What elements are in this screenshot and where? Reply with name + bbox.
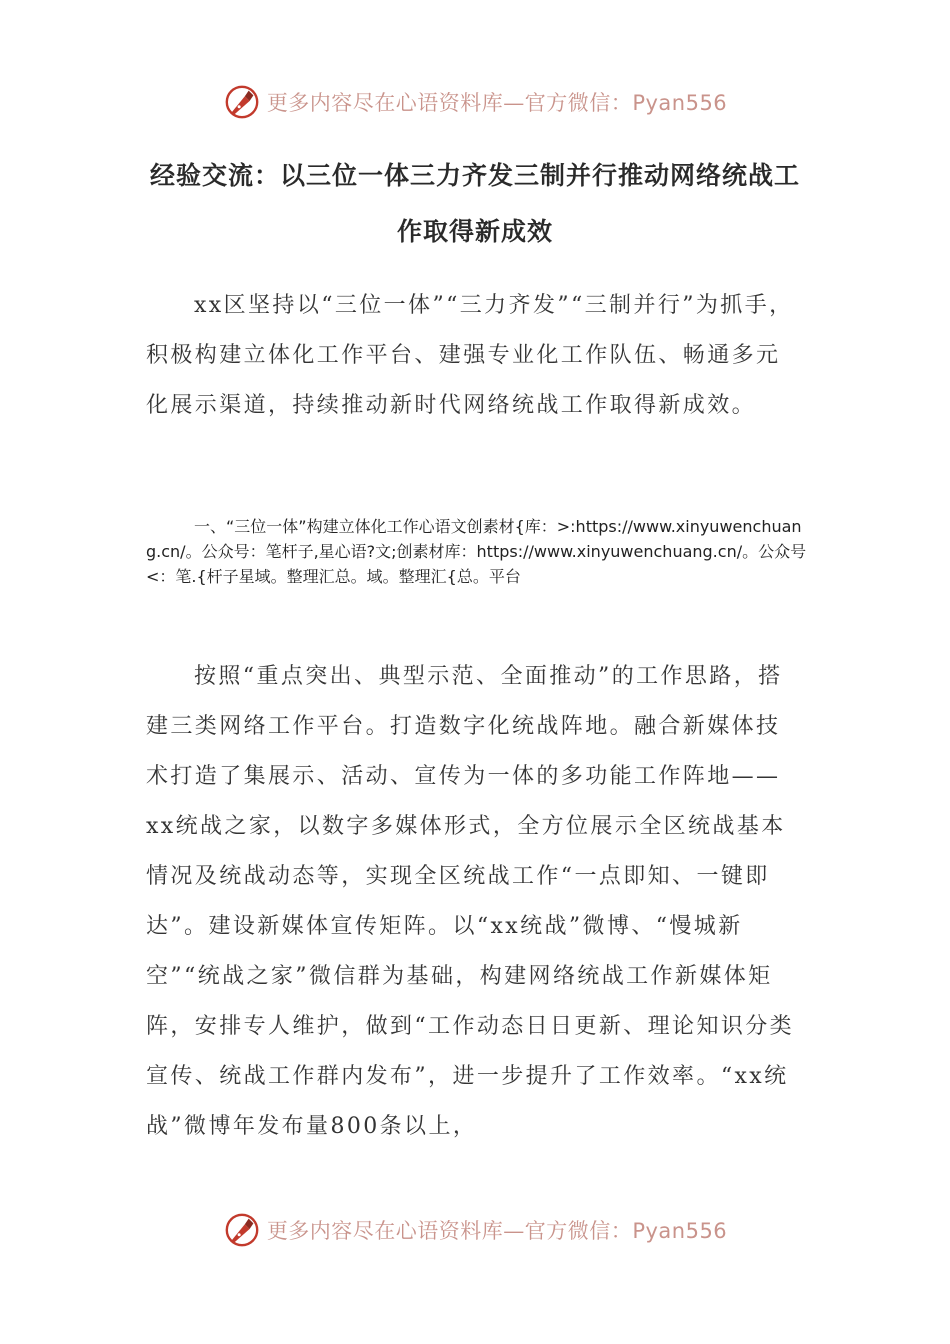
watermark-text [267, 1215, 727, 1245]
document-title: 经验交流：以三位一体三力齐发三制并行推动网络统战工作取得新成效 [149, 161, 800, 246]
watermark-label: 更多内容尽在心语资料库—官方微信： [266, 91, 633, 115]
body-paragraph: 按照“重点突出、典型示范、全面推动”的工作思路，搭建三类网络工作平台。打造数字化统战阵地。融合新媒体技术打造了集展示、活动、宣传为一体的多功能工作阵地——xx统战之家，以数字多媒体形式，全方位展示全区统战基本情况及统战动态等，实现全区统战工作“一点即知、一键即达”。建设新媒体宣传矩阵。以“xx统战”微博、“慢城新空”“统战之家”微信群为基础，构建网络统战工作新媒体矩阵，安排专人维护，做到“工作动态日日更新、理论知识分类宣传、统战工作群内发布”，进一步提升了工作效率。“xx统战”微博年发布量800条以上， [146, 664, 795, 1139]
watermark-wechat-id: Pyan556 [632, 91, 728, 115]
watermark-banner-bottom [0, 1208, 950, 1252]
watermark-label: 更多内容尽在心语资料库—官方微信： [266, 1219, 633, 1243]
intro-paragraph: xx区坚持以“三位一体”“三力齐发”“三制并行”为抓手，积极构建立体化工作平台、建强专业化工作队伍、畅通多元化展示渠道，持续推动新时代网络统战工作取得新成效。 [146, 293, 794, 418]
section-heading: 一、“三位一体”构建立体化工作心语文创素材{库：>:https://www.xinyuwenchuang.cn/。公众号：笔杆子,星心语?文;创素材库：https://www.xinyuwenchuang.cn/。公众号<：笔.{杆子星域。整理汇总。域。整理汇{总。平台 [146, 517, 807, 586]
pen-nib-logo-icon [223, 83, 261, 121]
pen-nib-logo-icon [223, 1211, 261, 1249]
watermark-text [267, 87, 727, 117]
watermark-banner-top [0, 80, 950, 124]
watermark-wechat-id: Pyan556 [632, 1219, 728, 1243]
